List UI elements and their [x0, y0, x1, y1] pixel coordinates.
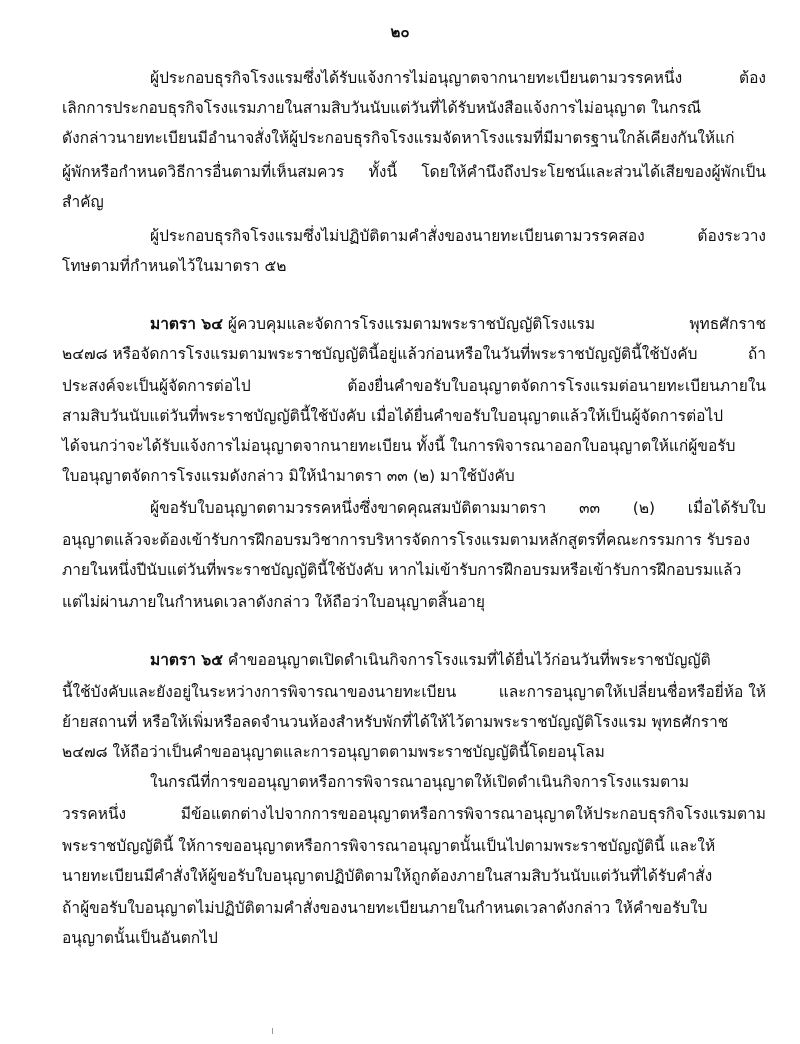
text-line: [150, 68, 766, 88]
text-segment: นี้ใช้บังคับและยังอยู่ในระหว่างการพิจารณาของนายทะเบียน: [62, 683, 457, 701]
text-line: ใบอนุญาตจัดการโรงแรมดังกล่าว มิให้นำมาตรา ๓๓ (๒) มาใช้บังคับ: [62, 467, 515, 485]
text-line: ได้จนกว่าจะได้รับแจ้งการไม่อนุญาตจากนายทะเบียน ทั้งนี้ ในการพิจารณาออกใบอนุญาตให้แก่ผู้ขอรับ: [62, 437, 736, 455]
text-segment: ทั้งนี้: [368, 163, 398, 181]
text-segment: ผู้ประกอบธุรกิจโรงแรมซึ่งได้รับแจ้งการไม่อนุญาตจากนายทะเบียนตามวรรคหนึ่ง: [150, 69, 683, 87]
text-segment: คำขออนุญาตเปิดดำเนินกิจการโรงแรมที่ได้ยื่นไว้ก่อนวันที่พระราชบัญญัติ: [227, 651, 711, 669]
text-segment: ต้องยื่นคำขอรับใบอนุญาตจัดการโรงแรมต่อนายทะเบียนภายใน: [347, 377, 766, 395]
text-segment: ผู้ขอรับใบอนุญาตตามวรรคหนึ่งซึ่งขาดคุณสมบัติตามมาตรา: [150, 499, 547, 517]
text-segment: ๒๔๗๘ หรือจัดการโรงแรมตามพระราชบัญญัตินี้อยู่แล้วก่อนหรือในวันที่พระราชบัญญัตินี้ใช้บังคับ: [62, 345, 698, 363]
text-line: นายทะเบียนมีคำสั่งให้ผู้ขอรับใบอนุญาตปฏิบัติตามให้ถูกต้องภายในสามสิบวันนับแต่วันที่ได้รับคำสั่ง: [62, 867, 713, 885]
text-segment: ผู้ควบคุมและจัดการโรงแรมตามพระราชบัญญัติโรงแรม: [227, 315, 596, 333]
text-line: ดังกล่าวนายทะเบียนมีอำนาจสั่งให้ผู้ประกอบธุรกิจโรงแรมจัดหาโรงแรมที่มีมาตรฐานใกล้เคียงกันให้แก่: [62, 129, 735, 147]
text-line: [62, 682, 766, 702]
text-segment: มีข้อแตกต่างไปจากการขออนุญาตหรือการพิจารณาอนุญาตให้ประกอบธุรกิจโรงแรมตาม: [180, 805, 766, 823]
text-segment: ต้อง: [739, 69, 766, 87]
text-line: อนุญาตแล้วจะต้องเข้ารับการฝึกอบรมวิชาการบริหารจัดการโรงแรมตามหลักสูตรที่คณะกรรมการ รับรอง: [62, 531, 751, 549]
text-segment: (๒): [632, 499, 656, 517]
text-segment: [150, 314, 595, 334]
text-line: แต่ไม่ผ่านภายในกำหนดเวลาดังกล่าว ให้ถือว่าใบอนุญาตสิ้นอายุ: [62, 593, 485, 611]
text-segment: ผู้พักหรือกำหนดวิธีการอื่นตามที่เห็นสมควร: [62, 163, 345, 181]
text-segment: วรรคหนึ่ง: [62, 805, 127, 823]
text-line: [150, 650, 711, 670]
text-line: ๒๔๗๘ ให้ถือว่าเป็นคำขออนุญาตและการอนุญาตตามพระราชบัญญัตินี้โดยอนุโลม: [62, 743, 605, 761]
text-line: พระราชบัญญัตินี้ ให้การขออนุญาตหรือการพิจารณาอนุญาตนั้นเป็นไปตามพระราชบัญญัตินี้ และให้: [62, 837, 716, 855]
text-segment: ผู้ประกอบธุรกิจโรงแรมซึ่งไม่ปฏิบัติตามคำสั่งของนายทะเบียนตามวรรคสอง: [150, 227, 645, 245]
text-segment: ต้องระวาง: [697, 227, 766, 245]
page-number: ๒๐: [390, 23, 410, 41]
text-segment: ถ้า: [747, 345, 766, 363]
section-heading: มาตรา ๖๔: [150, 315, 223, 333]
text-segment: โดยให้คำนึงถึงประโยชน์และส่วนได้เสียของผู้พักเป็น: [421, 163, 766, 181]
text-line: [62, 804, 766, 824]
text-line: [62, 376, 766, 396]
scan-speck: [272, 1028, 276, 1034]
text-line: [62, 344, 766, 364]
text-line: สามสิบวันนับแต่วันที่พระราชบัญญัตินี้ใช้บังคับ เมื่อได้ยื่นคำขอรับใบอนุญาตแล้วให้เป็นผู้จัดการต่อไป: [62, 407, 724, 425]
section-heading: มาตรา ๖๕: [150, 651, 223, 669]
text-line: เลิกการประกอบธุรกิจโรงแรมภายในสามสิบวันนับแต่วันที่ได้รับหนังสือแจ้งการไม่อนุญาต ในกรณี: [62, 99, 702, 117]
text-segment: พุทธศักราช: [689, 315, 766, 333]
text-segment: เมื่อได้รับใบ: [687, 499, 766, 517]
text-line: ย้ายสถานที่ หรือให้เพิ่มหรือลดจำนวนห้องสำหรับพักที่ได้ให้ไว้ตามพระราชบัญญัติโรงแรม พุทธศักราช: [62, 713, 729, 731]
text-line: อนุญาตนั้นเป็นอันตกไป: [62, 929, 218, 947]
text-segment: ๓๓: [578, 499, 601, 517]
text-segment: ประสงค์จะเป็นผู้จัดการต่อไป: [62, 377, 251, 395]
text-line: ภายในหนึ่งปีนับแต่วันที่พระราชบัญญัตินี้ใช้บังคับ หากไม่เข้ารับการฝึกอบรมหรือเข้ารับการฝึกอบรมแล้ว: [62, 561, 742, 579]
text-line: [150, 498, 766, 518]
text-line: ถ้าผู้ขอรับใบอนุญาตไม่ปฏิบัติตามคำสั่งของนายทะเบียนภายในกำหนดเวลาดังกล่าว ให้คำขอรับใบ: [62, 899, 708, 917]
text-line: ในกรณีที่การขออนุญาตหรือการพิจารณาอนุญาตให้เปิดดำเนินกิจการโรงแรมตาม: [150, 773, 690, 791]
text-line: [150, 226, 766, 246]
text-segment: และการอนุญาตให้เปลี่ยนชื่อหรือยี่ห้อ ให้: [498, 683, 766, 701]
text-line: โทษตามที่กำหนดไว้ในมาตรา ๕๒: [62, 257, 287, 275]
text-line: [150, 314, 766, 334]
text-line: สำคัญ: [62, 193, 104, 211]
text-line: [62, 162, 766, 182]
